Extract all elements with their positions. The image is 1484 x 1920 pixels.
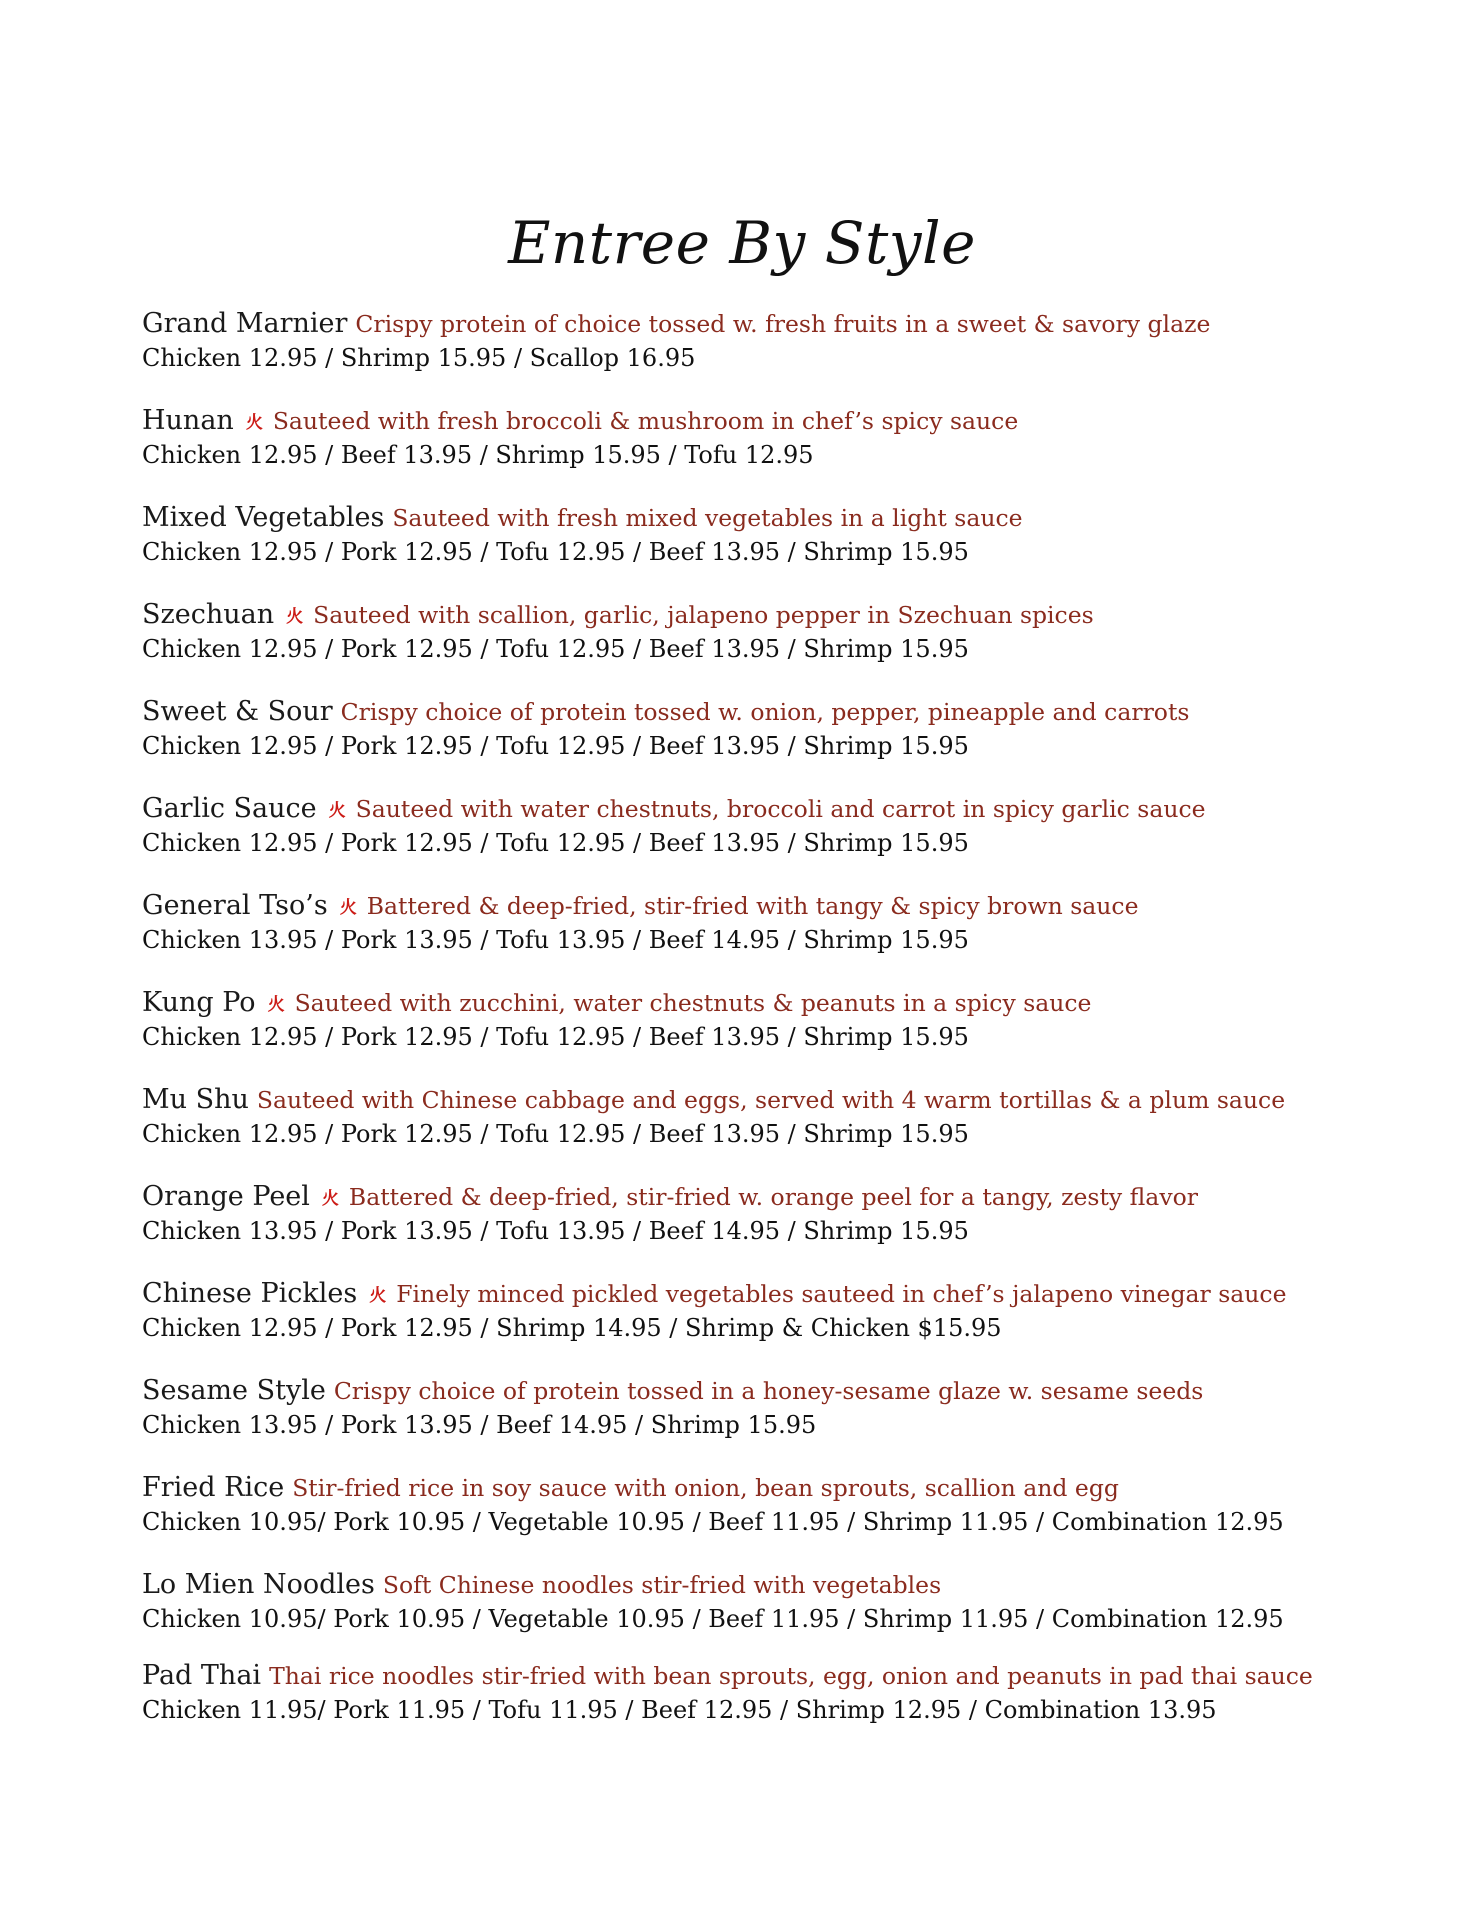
item-name: General Tso’s (142, 890, 328, 921)
menu-item-sesame-style (142, 1374, 1442, 1471)
item-description: Soft Chinese noodles stir-fried with vegetables (382, 1571, 942, 1599)
item-description: Sauteed with fresh mixed vegetables in a light sauce (392, 504, 1023, 532)
item-prices: Chicken 10.95/ Pork 10.95 / Vegetable 10.95 / Beef 11.95 / Shrimp 11.95 / Combination 12.95 (142, 1605, 1284, 1633)
menu-item-grand-marnier (142, 307, 1442, 404)
spicy-fire-icon: 火 (339, 898, 357, 918)
item-description: Stir-fried rice in soy sauce with onion, bean sprouts, scallion and egg (292, 1474, 1119, 1502)
menu-item-garlic-sauce (142, 792, 1442, 889)
item-description: Crispy protein of choice tossed w. fresh fruits in a sweet & savory glaze (355, 310, 1211, 338)
item-name: Pad Thai (142, 1660, 262, 1691)
item-name: Hunan (142, 405, 234, 436)
spicy-fire-icon: 火 (267, 995, 285, 1015)
menu-item-hunan (142, 404, 1442, 501)
spicy-fire-icon: 火 (321, 1189, 339, 1209)
item-prices: Chicken 13.95 / Pork 13.95 / Tofu 13.95 / Beef 14.95 / Shrimp 15.95 (142, 926, 969, 954)
item-name: Sweet & Sour (142, 696, 333, 727)
item-description: Sauteed with Chinese cabbage and eggs, served with 4 warm tortillas & a plum sauce (256, 1086, 1286, 1114)
item-prices: Chicken 13.95 / Pork 13.95 / Beef 14.95 / Shrimp 15.95 (142, 1411, 817, 1439)
item-prices: Chicken 12.95 / Pork 12.95 / Shrimp 14.95 / Shrimp & Chicken $15.95 (142, 1314, 1002, 1342)
item-name: Chinese Pickles (142, 1278, 358, 1309)
item-name: Mu Shu (142, 1084, 249, 1115)
spicy-fire-icon: 火 (286, 607, 304, 627)
item-name: Garlic Sauce (142, 793, 317, 824)
item-description: Sauteed with zucchini, water chestnuts & peanuts in a spicy sauce (294, 989, 1092, 1017)
item-description: Sauteed with scallion, garlic, jalapeno pepper in Szechuan spices (313, 601, 1094, 629)
item-prices: Chicken 12.95 / Pork 12.95 / Tofu 12.95 / Beef 13.95 / Shrimp 15.95 (142, 538, 969, 566)
menu-list (142, 307, 1442, 1756)
item-description: Battered & deep-fried, stir-fried with tangy & spicy brown sauce (366, 892, 1139, 920)
item-description: Sauteed with fresh broccoli & mushroom in chef’s spicy sauce (272, 407, 1019, 435)
item-description: Sauteed with water chestnuts, broccoli and carrot in spicy garlic sauce (355, 795, 1206, 823)
item-name: Orange Peel (142, 1181, 310, 1212)
item-prices: Chicken 10.95/ Pork 10.95 / Vegetable 10.95 / Beef 11.95 / Shrimp 11.95 / Combination 12.95 (142, 1508, 1284, 1536)
menu-item-szechuan (142, 598, 1442, 695)
item-name: Fried Rice (142, 1472, 285, 1503)
item-prices: Chicken 12.95 / Pork 12.95 / Tofu 12.95 / Beef 13.95 / Shrimp 15.95 (142, 732, 969, 760)
item-description: Thai rice noodles stir-fried with bean sprouts, egg, onion and peanuts in pad thai sauce (269, 1662, 1313, 1690)
item-prices: Chicken 12.95 / Pork 12.95 / Tofu 12.95 / Beef 13.95 / Shrimp 15.95 (142, 829, 969, 857)
item-description: Finely minced pickled vegetables sauteed in chef’s jalapeno vinegar sauce (396, 1280, 1287, 1308)
item-description: Crispy choice of protein tossed w. onion, pepper, pineapple and carrots (340, 698, 1190, 726)
item-prices: Chicken 12.95 / Beef 13.95 / Shrimp 15.95 / Tofu 12.95 (142, 441, 814, 469)
item-prices: Chicken 11.95/ Pork 11.95 / Tofu 11.95 / Beef 12.95 / Shrimp 12.95 / Combination 13.95 (142, 1696, 1217, 1724)
item-prices: Chicken 12.95 / Pork 12.95 / Tofu 12.95 / Beef 13.95 / Shrimp 15.95 (142, 1023, 969, 1051)
menu-item-chinese-pickles (142, 1277, 1442, 1374)
menu-item-sweet-and-sour (142, 695, 1442, 792)
item-prices: Chicken 13.95 / Pork 13.95 / Tofu 13.95 / Beef 14.95 / Shrimp 15.95 (142, 1217, 969, 1245)
item-name: Mixed Vegetables (142, 502, 385, 533)
item-description: Crispy choice of protein tossed in a honey-sesame glaze w. sesame seeds (333, 1377, 1204, 1405)
item-prices: Chicken 12.95 / Shrimp 15.95 / Scallop 16.95 (142, 344, 696, 372)
item-prices: Chicken 12.95 / Pork 12.95 / Tofu 12.95 / Beef 13.95 / Shrimp 15.95 (142, 635, 969, 663)
menu-item-lo-mien-noodles (142, 1568, 1442, 1659)
item-name: Sesame Style (142, 1375, 326, 1406)
menu-item-pad-thai (142, 1659, 1442, 1756)
spicy-fire-icon: 火 (245, 413, 263, 433)
item-name: Lo Mien Noodles (142, 1569, 375, 1600)
spicy-fire-icon: 火 (328, 801, 346, 821)
menu-item-orange-peel (142, 1180, 1442, 1277)
spicy-fire-icon: 火 (369, 1286, 387, 1306)
item-prices: Chicken 12.95 / Pork 12.95 / Tofu 12.95 / Beef 13.95 / Shrimp 15.95 (142, 1120, 969, 1148)
item-name: Kung Po (142, 987, 256, 1018)
item-name: Grand Marnier (142, 308, 348, 339)
menu-item-mu-shu (142, 1083, 1442, 1180)
menu-item-general-tsos (142, 889, 1442, 986)
item-description: Battered & deep-fried, stir-fried w. orange peel for a tangy, zesty flavor (348, 1183, 1198, 1211)
menu-item-mixed-vegetables (142, 501, 1442, 598)
item-name: Szechuan (142, 599, 275, 630)
page-title: Entree By Style (508, 209, 976, 277)
menu-item-fried-rice (142, 1471, 1442, 1568)
menu-item-kung-po (142, 986, 1442, 1083)
